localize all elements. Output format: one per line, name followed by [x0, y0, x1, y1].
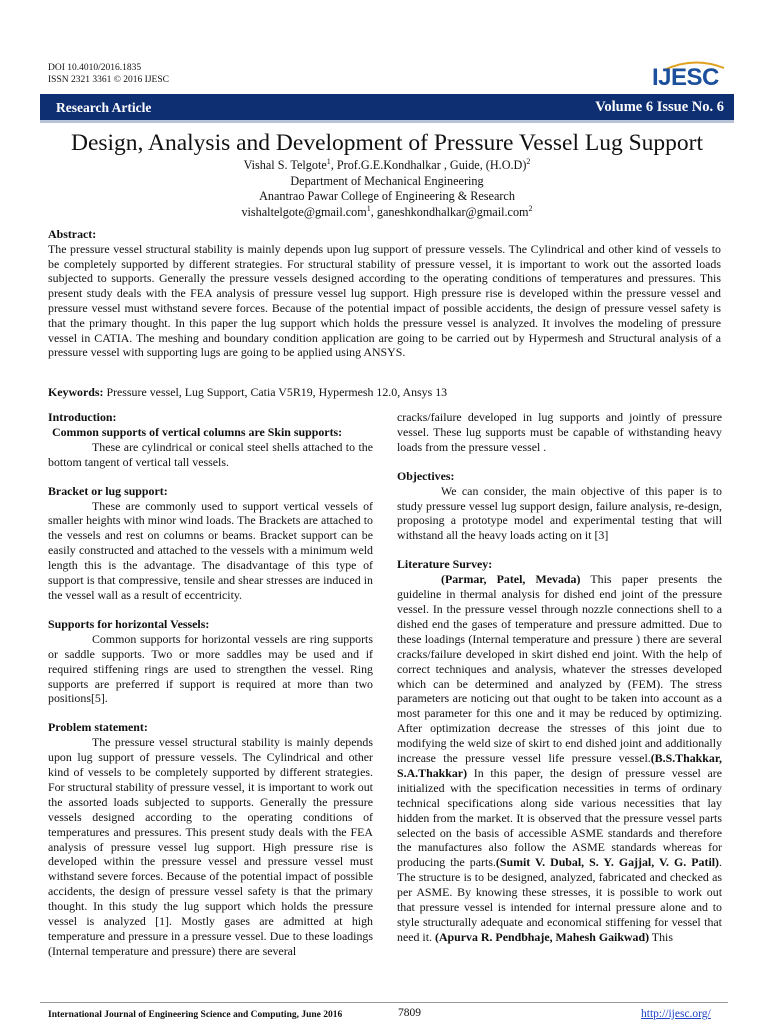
email-sup-1: 1 — [366, 203, 371, 213]
problem-text: The pressure vessel structural stability is mainly depends upon lug support of pressure vessels. The Cylindrical and other kind of vessels to be completely supported by different strategies. For structural stability of pressure vessel, it is important to work out the assorted loads subjected to supports. Generally the pressure vessels designed according to the operating conditions of temperatures and pressures. This present study deals with the FEA analysis of pressure vessel lug support. High pressure rise is developed within the pressure vessel and pressure vessel must withstand severe forces. Because of the potential impact of possible accidents, the design of pressure vessel safety is that the primary thought. In this study the lug support which holds the pressure vessel is analyzed [1]. Mostly gases are admitted at high temperature and pressure in a pressure vessel. Due to these loadings (Internal temperature and pressure) there are several — [48, 735, 373, 958]
abstract-text: The pressure vessel structural stability is mainly depends upon lug support of pressure vessels. The Cylindrical and other kind of vessels to be completely supported by different strategies. For structural stability of pressure vessel, it is important to work out the assorted loads subjected to supports. Generally the pressure vessels designed according to the operating conditions of temperatures and pressures. This present study deals with the FEA analysis of pressure vessel lug support. High pressure rise is developed within the pressure vessel and pressure vessel must withstand severe forces. Because of the potential impact of possible accidents, the design of pressure vessel safety is that the primary thought. In this paper the lug support which holds the pressure vessel is analyzed. It involves the modeling of pressure vessel in CATIA. The meshing and boundary condition application are going to be carried out by Hypermesh and Structural analysis of a pressure vessel with supporting lugs are going to be applied using ANSYS. — [48, 241, 721, 360]
problem-heading: Problem statement: — [48, 720, 148, 735]
emails — [40, 205, 734, 221]
footer-journal: International Journal of Engineering Science and Computing, June 2016 — [48, 1010, 343, 1020]
article-type: Research Article — [56, 100, 152, 115]
footer-url-link[interactable]: http://ijesc.org/ — [641, 1008, 711, 1020]
lit-text-4: This — [649, 929, 673, 944]
department: Department of Mechanical Engineering — [290, 173, 484, 188]
horizontal-text: Common supports for horizontal vessels are ring supports or saddle supports. Two or more saddles may be used and if required stiffening rings are used to strengthen the vessel. Ring supports are preferred if support is required at more than two positions[5]. — [48, 631, 373, 706]
volume-issue: Volume 6 Issue No. 6 — [595, 99, 724, 115]
email-2: , ganeshkondhalkar@gmail.com — [370, 204, 529, 219]
lit-ref-1: (Parmar, Patel, Mevada) — [441, 572, 581, 587]
abstract-section — [48, 227, 721, 360]
lit-text-3: . The structure is to be designed, analyzed, fabricated and checked as per ASME. By knowing these stresses, it is possible to work out that pressure vessel is intended for internal pressure alone and to style structurally adequate and economical stiffening for vessel that need it. — [397, 855, 722, 944]
logo-text: IJESC — [652, 64, 719, 91]
lit-ref-3: (Sumit V. Dubal, S. Y. Gajjal, V. G. Patil) — [495, 855, 720, 870]
author-block — [40, 158, 734, 220]
keywords-label: Keywords: — [48, 385, 104, 399]
right-column — [397, 410, 722, 959]
author-line — [40, 158, 734, 174]
lit-ref-2: (B.S.Thakkar, S.A.Thakkar) — [397, 751, 722, 780]
intro-text: These are cylindrical or conical steel shells attached to the bottom tangent of vertical tall vessels. — [48, 439, 373, 469]
author-sup: 1 — [326, 157, 331, 166]
objectives-heading: Objectives: — [397, 468, 455, 483]
abstract-heading: Abstract: — [48, 227, 97, 241]
issn-text: ISSN 2321 3361 © 2016 IJESC — [48, 75, 169, 85]
keywords — [48, 385, 721, 400]
paper-title: Design, Analysis and Development of Pressure Vessel Lug Support — [70, 130, 704, 156]
page-number: 7809 — [398, 1007, 421, 1019]
intro-subheading: Common supports of vertical columns are Skin supports: — [52, 424, 343, 439]
objectives-text: We can consider, the main objective of this paper is to study pressure vessel lug support design, failure analysis, re-design, proposing a prototype model and experimental testing that will withstand all the heavy loads acting on it [3] — [397, 483, 722, 543]
guide-name: , Prof.G.E.Kondhalkar , Guide, (H.O.D) — [330, 158, 527, 172]
college: Anantrao Pawar College of Engineering & Research — [259, 189, 515, 204]
literature-heading: Literature Survey: — [397, 557, 493, 572]
journal-logo — [650, 58, 728, 91]
lit-text-2: In this paper, the design of pressure vessel are initialized with the specification necessities in terms of ordinary technical specifications along side various necessities that lay hidden from the market. It is observed that the pressure vessel parts selected on the basis of accessible ASME standards and therefore the manufactures also follow the ASME standards whereas for producing the parts. — [397, 765, 722, 870]
bracket-heading: Bracket or lug support: — [48, 483, 168, 498]
footer-rule — [40, 1002, 728, 1003]
article-banner — [40, 94, 734, 123]
doi-text: DOI 10.4010/2016.1835 — [48, 63, 142, 73]
bracket-text: These are commonly used to support vertical vessels of smaller heights with minor wind loads. The Brackets are attached to the vessels and rest on columns or beams. Bracket support can be easily constructed and attached to the vessels with a minimum weld length this is the advantage. The disadvantage of this type of support is that compressive, tensile and shear stresses are induced in the vessel wall as a result of eccentricity. — [48, 498, 373, 602]
lit-text-1: This paper presents the guideline in thermal analysis for dished end joint of the pressure vessel. In the pressure vessel through nozzle connections shell to a dished end the gases of temperature and pressure admitted. Due to these loadings (Internal temperature and pressure ) there are several cracks/failure developed in skirt dished end joint. With the help of correct techniques and analysis, whatever the stresses developed which can be determined and analyzed by (FEM). The stress parameters are noticing out that ought to be taken into account as a most parameter for this one and it may be reduced by optimizing. After optimization decrease the stresses of this joint due to modifying the weld size of skirt to end dished joint and additionally increase the pressure vessel life pressure vessel. — [397, 572, 722, 766]
lit-ref-4: (Apurva R. Pendbhaje, Mahesh Gaikwad) — [434, 929, 650, 944]
email-1: vishaltelgote@gmail.com — [241, 204, 367, 219]
horizontal-heading: Supports for horizontal Vessels: — [48, 616, 210, 631]
left-column — [48, 410, 373, 973]
guide-sup: 2 — [526, 157, 531, 166]
intro-heading: Introduction: — [48, 410, 117, 424]
email-sup-2: 2 — [528, 203, 533, 213]
author-name: Vishal S. Telgote — [243, 158, 327, 172]
continued-text: cracks/failure developed in lug supports and jointly of pressure vessel. These lug supports must be capable of withstanding heavy loads from the pressure vessel . — [397, 410, 722, 454]
keywords-text: Pressure vessel, Lug Support, Catia V5R19, Hypermesh 12.0, Ansys 13 — [103, 385, 448, 399]
